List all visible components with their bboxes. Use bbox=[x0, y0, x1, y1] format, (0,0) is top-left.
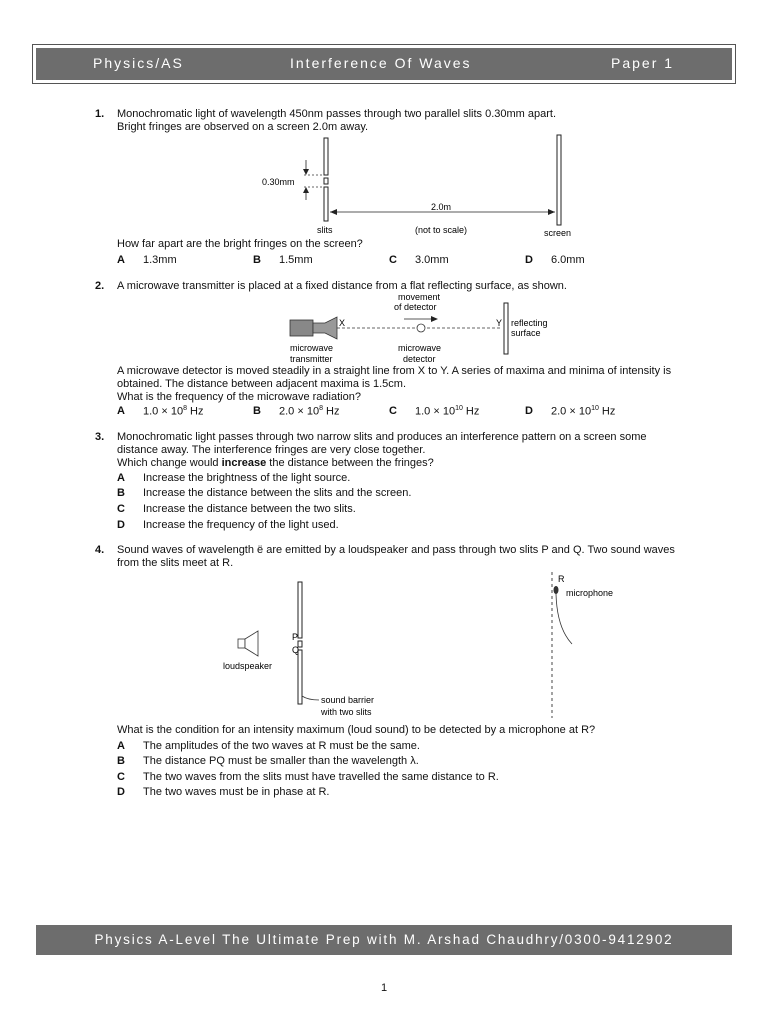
q2-opt-b: $2.0 \times 10^8$ Hz bbox=[279, 405, 340, 418]
q3-line1: Monochromatic light passes through two narrow slits and produces an interference pattern on a screen some bbox=[117, 431, 647, 443]
q2-line4: What is the frequency of the microwave radiation? bbox=[117, 391, 361, 403]
q1-opt-d: 6.0mm bbox=[551, 254, 585, 266]
q3-opt-a-letter: A bbox=[117, 472, 125, 484]
q1-opt-a-letter: A bbox=[117, 254, 125, 266]
q2-det1: microwave bbox=[398, 343, 442, 353]
q1-slits-label: slits bbox=[317, 225, 333, 235]
screen-shape bbox=[557, 135, 561, 225]
q2-refl1: reflecting bbox=[511, 318, 548, 328]
q2-trans2: transmitter bbox=[290, 354, 333, 364]
q1-question: How far apart are the bright fringes on the screen? bbox=[117, 238, 363, 250]
q2-diagram bbox=[280, 290, 560, 368]
header-subject: Physics/AS bbox=[93, 55, 184, 71]
q2-refl2: surface bbox=[511, 328, 541, 338]
q4-microphone-label: microphone bbox=[566, 588, 614, 598]
q1-line2: Bright fringes are observed on a screen 2.0m away. bbox=[117, 121, 369, 133]
q1-line1: Monochromatic light of wavelength 450nm passes through two parallel slits 0.30mm apart. bbox=[117, 108, 557, 120]
q4-loudspeaker-label: loudspeaker bbox=[223, 661, 273, 671]
q2-opt-c-letter: C bbox=[389, 405, 397, 417]
q4-line2: from the slits meet at R. bbox=[117, 557, 234, 569]
q2-opt-a-letter: A bbox=[117, 405, 125, 417]
q2-opt-a: $1.0 \times 10^8$ Hz bbox=[143, 405, 204, 418]
q2-line3: obtained. The distance between adjacent maxima is 1.5cm. bbox=[117, 378, 407, 390]
q2-movement1: movement bbox=[398, 292, 441, 302]
q3-opt-a: Increase the brightness of the light source. bbox=[143, 472, 351, 484]
q3-number: 3. bbox=[95, 431, 105, 443]
q4-opt-c-letter: C bbox=[117, 771, 125, 783]
q1-note-label: (not to scale) bbox=[415, 225, 468, 235]
q4-opt-c: The two waves from the slits must have travelled the same distance to R. bbox=[143, 771, 499, 783]
slit-barrier-top bbox=[324, 138, 328, 175]
q1-screen-label: screen bbox=[544, 228, 572, 238]
q2-movement2: of detector bbox=[394, 302, 437, 312]
barrier-top bbox=[298, 582, 302, 638]
q1-opt-b: 1.5mm bbox=[279, 254, 313, 266]
q4-barrier2: with two slits bbox=[321, 707, 372, 717]
q1-opt-c-letter: C bbox=[389, 254, 397, 266]
slit-barrier-mid bbox=[324, 178, 328, 184]
q3-opt-c-letter: C bbox=[117, 503, 125, 515]
q4-opt-a: The amplitudes of the two waves at R must be the same. bbox=[143, 740, 420, 752]
q3-opt-b: Increase the distance between the slits and the screen. bbox=[143, 487, 412, 499]
q1-dist-label: 2.0m bbox=[431, 202, 452, 212]
q3-line3: Which change would increase the distance between the fringes? bbox=[117, 457, 434, 469]
q1-number: 1. bbox=[95, 108, 105, 120]
microwave-detector-icon bbox=[417, 324, 425, 332]
q4-opt-b-letter: B bbox=[117, 755, 125, 767]
q3-opt-d-letter: D bbox=[117, 519, 125, 531]
header-topic: Interference Of Waves bbox=[290, 55, 472, 71]
barrier-bottom bbox=[298, 650, 302, 704]
q2-number: 2. bbox=[95, 280, 105, 292]
slit-barrier-bottom bbox=[324, 187, 328, 221]
q4-opt-a-letter: A bbox=[117, 740, 125, 752]
q4-opt-d-letter: D bbox=[117, 786, 125, 798]
q1-opt-a: 1.3mm bbox=[143, 254, 177, 266]
q4-barrier1: sound barrier bbox=[321, 695, 375, 705]
q4-opt-d: The two waves must be in phase at R. bbox=[143, 786, 330, 798]
q4-r-label: R bbox=[558, 574, 565, 584]
q2-line2: A microwave detector is moved steadily in a straight line from X to Y. A series of maxima and minima of intensity is bbox=[117, 365, 672, 377]
q2-opt-c: $1.0 \times 10^{10}$ Hz bbox=[415, 405, 480, 418]
q4-diagram bbox=[215, 568, 635, 722]
q2-trans1: microwave bbox=[290, 343, 334, 353]
q4-opt-b: The distance PQ must be smaller than the wavelength λ. bbox=[143, 755, 419, 767]
q2-opt-b-letter: B bbox=[253, 405, 261, 417]
q1-sep-label: 0.30mm bbox=[262, 177, 295, 187]
loudspeaker-icon bbox=[238, 631, 258, 656]
q1-opt-b-letter: B bbox=[253, 254, 261, 266]
q3-opt-b-letter: B bbox=[117, 487, 125, 499]
q3-opt-d: Increase the frequency of the light used. bbox=[143, 519, 339, 531]
microwave-transmitter-icon bbox=[290, 317, 337, 339]
q4-line1: Sound waves of wavelength ë are emitted by a loudspeaker and pass through two slits P and Q. Two sound waves bbox=[117, 544, 675, 556]
q2-y-label: Y bbox=[496, 318, 503, 328]
q4-p-label: P bbox=[292, 632, 299, 642]
q1-opt-d-letter: D bbox=[525, 254, 533, 266]
header-paper: Paper 1 bbox=[611, 55, 675, 71]
q2-opt-d: $2.0 \times 10^{10}$ Hz bbox=[551, 405, 616, 418]
q2-x-label: X bbox=[339, 318, 346, 328]
q2-det2: detector bbox=[403, 354, 436, 364]
q2-opt-d-letter: D bbox=[525, 405, 533, 417]
page-number: 1 bbox=[380, 982, 388, 994]
footer-bar: Physics A-Level The Ultimate Prep with M. Arshad Chaudhry/0300-9412902 bbox=[36, 925, 732, 955]
reflecting-surface-shape bbox=[504, 303, 508, 354]
q1-diagram bbox=[250, 132, 590, 240]
q4-q-label: Q bbox=[292, 645, 300, 655]
q3-line2: distance away. The interference fringes are very close together. bbox=[117, 444, 426, 456]
q3-opt-c: Increase the distance between the two slits. bbox=[143, 503, 356, 515]
q4-question: What is the condition for an intensity maximum (loud sound) to be detected by a microphone at R? bbox=[117, 724, 596, 736]
q1-opt-c: 3.0mm bbox=[415, 254, 449, 266]
q2-line1: A microwave transmitter is placed at a fixed distance from a flat reflecting surface, as shown. bbox=[117, 280, 567, 292]
q4-number: 4. bbox=[95, 544, 105, 556]
